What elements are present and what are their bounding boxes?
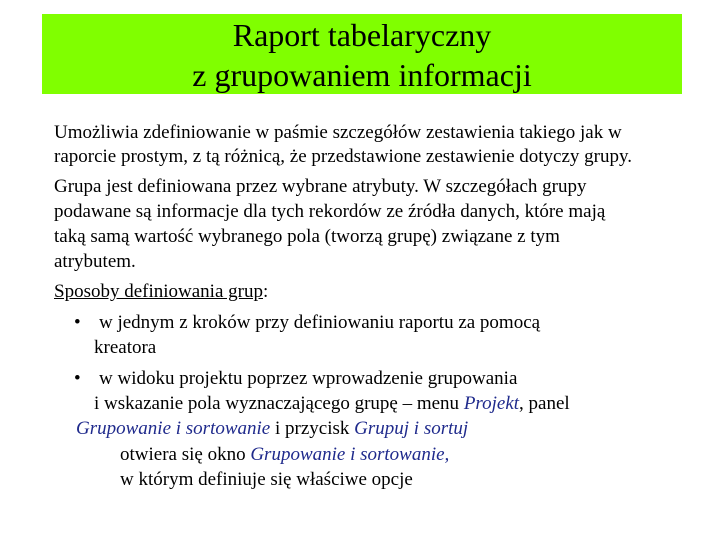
- paragraph-2-line-3: taką samą wartość wybranego pola (tworzą grupę) związane z tym: [54, 226, 560, 247]
- paragraph-1-line-2: raporcie prostym, z tą różnicą, że przedstawione zestawienie dotyczy grupy.: [54, 146, 633, 167]
- window-grupowanie-ref: Grupowanie i sortowanie,: [250, 444, 450, 465]
- bullet-2-line-4: [120, 443, 449, 467]
- bullet-2-line-5: w którym definiuje się właściwe opcje: [120, 469, 413, 490]
- bullet-2-line-3-mid: i przycisk: [270, 418, 355, 439]
- bullet-2-line-4-text: otwiera się okno: [120, 444, 251, 465]
- methods-heading-colon: :: [262, 281, 269, 302]
- methods-heading: [54, 280, 268, 304]
- bullet-2-line-3: [76, 417, 468, 441]
- bullet-2-dot: •: [74, 368, 81, 389]
- title-line-2: z grupowaniem informacji: [192, 57, 532, 93]
- paragraph-1-line-1: Umożliwia zdefiniowanie w paśmie szczegółów zestawienia takiego jak w: [54, 122, 622, 143]
- bullet-2-line-1: w widoku projektu poprzez wprowadzenie grupowania: [99, 368, 518, 389]
- paragraph-2-line-4: atrybutem.: [54, 251, 136, 272]
- paragraph-2-line-1: Grupa jest definiowana przez wybrane atrybuty. W szczegółach grupy: [54, 176, 587, 197]
- bullet-1-line-2: kreatora: [94, 337, 157, 358]
- bullet-2-line-2: [94, 392, 570, 416]
- panel-grupowanie-ref: Grupowanie i sortowanie: [76, 418, 271, 439]
- menu-projekt-ref: Projekt: [463, 393, 520, 414]
- bullet-2-line-2-text: i wskazanie pola wyznaczającego grupę – menu: [94, 393, 464, 414]
- paragraph-2-line-2: podawane są informacje dla tych rekordów ze źródła danych, które mają: [54, 201, 606, 222]
- methods-heading-text: Sposoby definiowania grup: [54, 281, 263, 302]
- title-line-1: Raport tabelaryczny: [232, 17, 492, 53]
- button-grupuj-ref: Grupuj i sortuj: [354, 418, 469, 439]
- title-banner: [42, 14, 682, 94]
- bullet-1-dot: •: [74, 312, 81, 333]
- bullet-1-line-1: w jednym z kroków przy definiowaniu raportu za pomocą: [99, 312, 541, 333]
- bullet-2-line-2-tail: , panel: [519, 393, 570, 414]
